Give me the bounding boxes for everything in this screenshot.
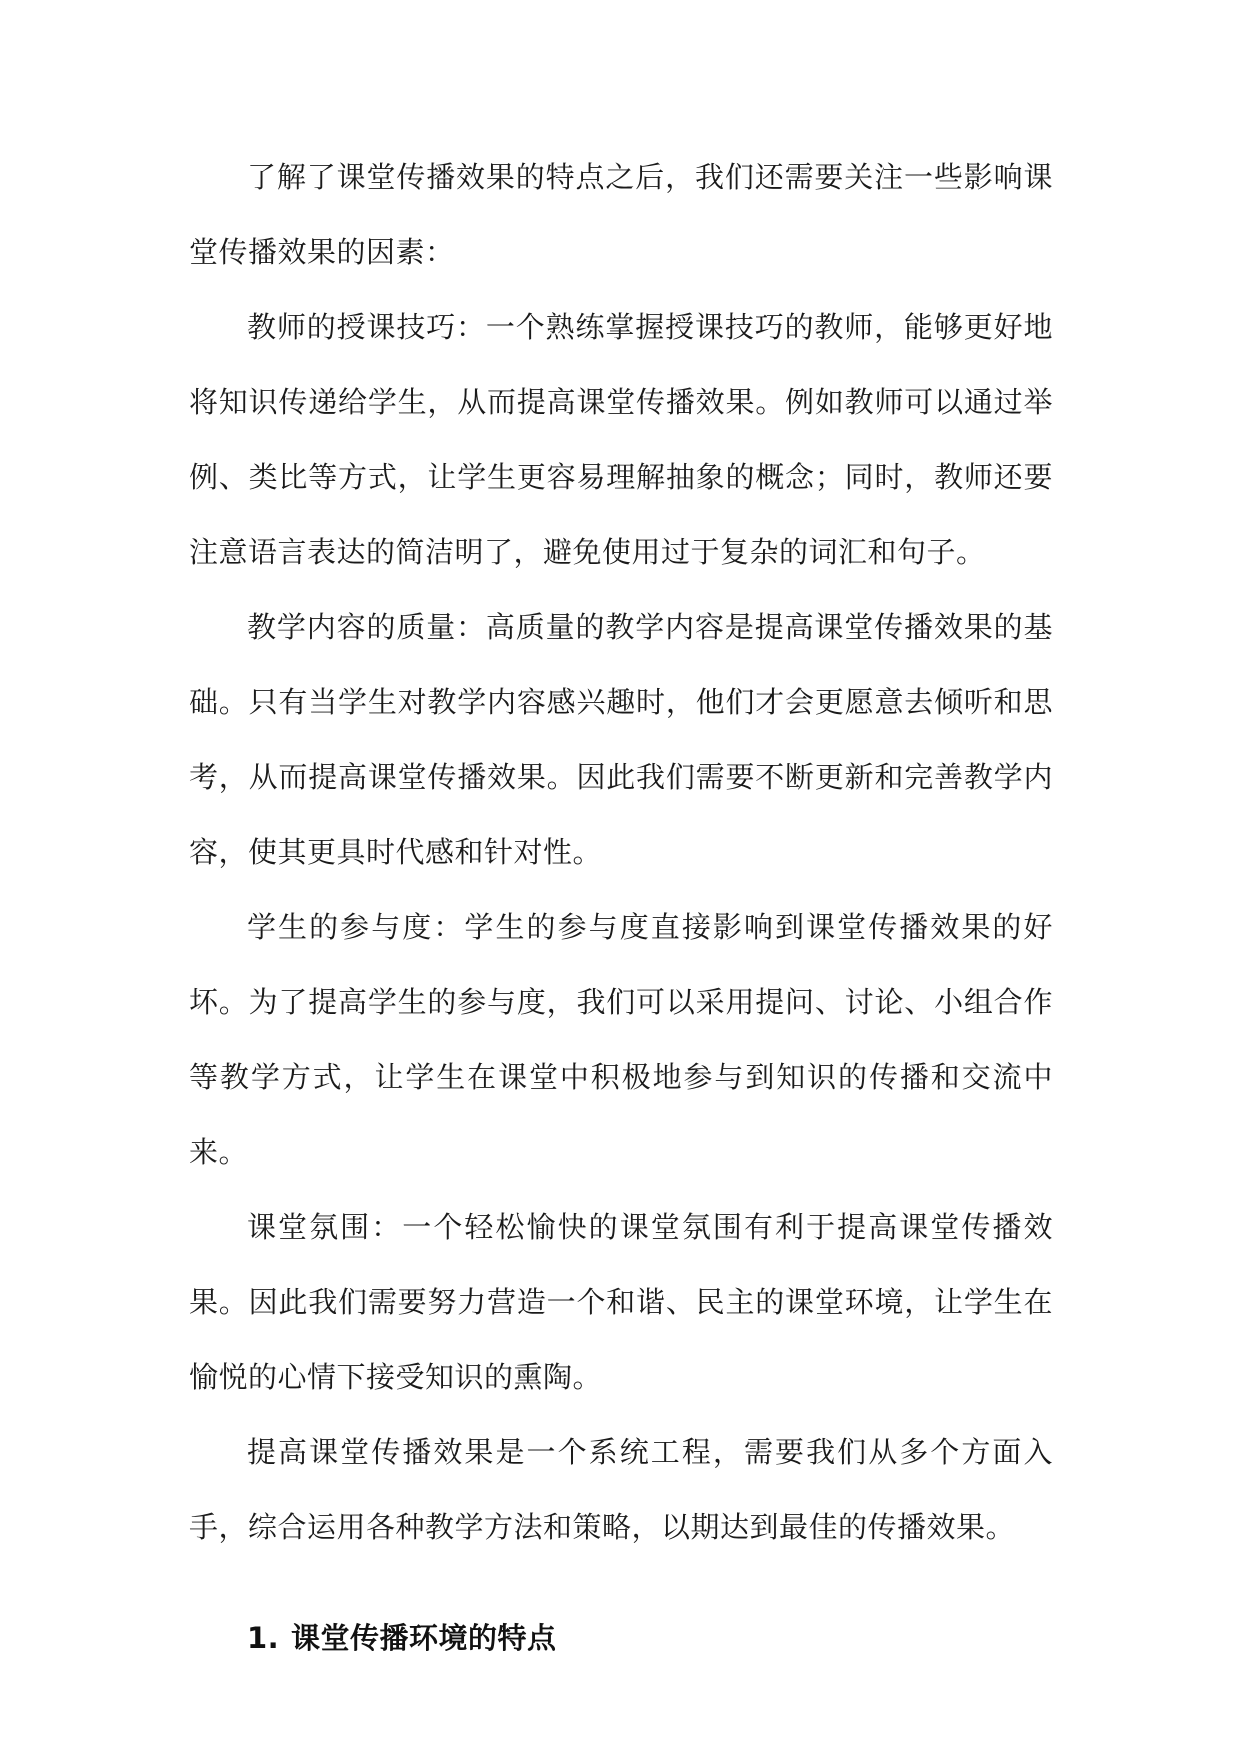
paragraph-teaching-skills: 教师的授课技巧：一个熟练掌握授课技巧的教师，能够更好地将知识传递给学生，从而提高课堂传播效果。例如教师可以通过举例、类比等方式，让学生更容易理解抽象的概念；同时，教师还要注意语言表达的简洁明了，避免使用过于复杂的词汇和句子。 [189, 310, 1053, 569]
paragraph-classroom-atmosphere: 课堂氛围：一个轻松愉快的课堂氛围有利于提高课堂传播效果。因此我们需要努力营造一个和谐、民主的课堂环境，让学生在愉悦的心情下接受知识的熏陶。 [189, 1210, 1053, 1394]
paragraph-content-quality: 教学内容的质量：高质量的教学内容是提高课堂传播效果的基础。只有当学生对教学内容感兴趣时，他们才会更愿意去倾听和思考，从而提高课堂传播效果。因此我们需要不断更新和完善教学内容，使其更具时代感和针对性。 [189, 610, 1053, 869]
paragraph-student-participation: 学生的参与度：学生的参与度直接影响到课堂传播效果的好坏。为了提高学生的参与度，我们可以采用提问、讨论、小组合作等教学方式，让学生在课堂中积极地参与到知识的传播和交流中来。 [189, 910, 1053, 1169]
section-heading [247, 1601, 1053, 1676]
document-body [189, 140, 1053, 1676]
section-heading-text: 课堂传播环境的特点 [291, 1621, 557, 1655]
section-heading-number: 1. [247, 1621, 280, 1655]
paragraph-conclusion: 提高课堂传播效果是一个系统工程，需要我们从多个方面入手，综合运用各种教学方法和策略，以期达到最佳的传播效果。 [189, 1435, 1053, 1544]
paragraph-intro: 了解了课堂传播效果的特点之后，我们还需要关注一些影响课堂传播效果的因素： [189, 160, 1053, 269]
